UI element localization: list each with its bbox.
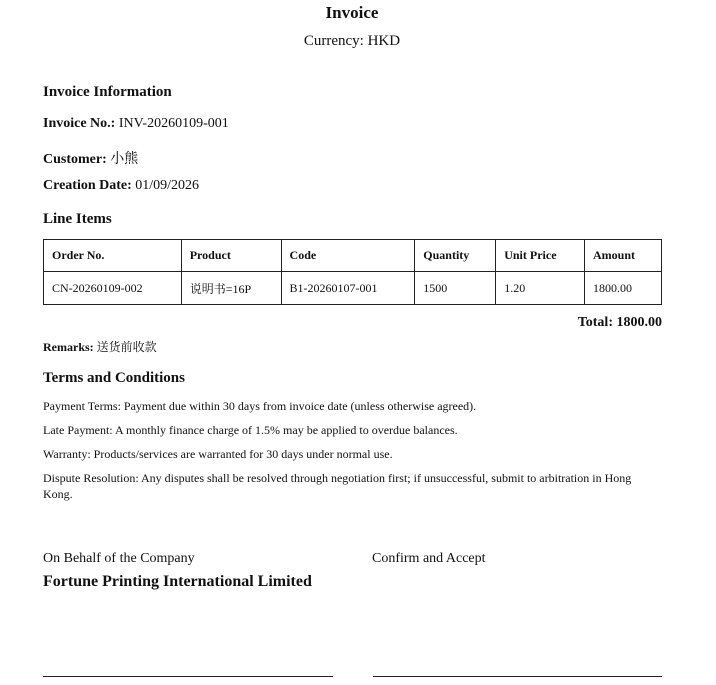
remarks-label: Remarks:	[43, 340, 94, 354]
term-late-payment: Late Payment: A monthly finance charge of 1.5% may be applied to overdue balances.	[43, 423, 458, 437]
creation-date-line	[43, 178, 199, 194]
cell-unit-price: 1.20	[496, 272, 585, 305]
line-items-table	[43, 239, 662, 305]
invoice-number-label: Invoice No.:	[43, 116, 116, 131]
customer-label: Customer:	[43, 152, 107, 167]
customer-value: 小熊	[110, 152, 139, 167]
column-header-product: Product	[181, 240, 281, 272]
table-row	[44, 272, 662, 305]
terms-heading: Terms and Conditions	[43, 370, 185, 386]
term-warranty: Warranty: Products/services are warranted for 30 days under normal use.	[43, 447, 393, 461]
column-header-quantity: Quantity	[415, 240, 496, 272]
cell-amount: 1800.00	[585, 272, 662, 305]
column-header-unit-price: Unit Price	[496, 240, 585, 272]
remarks-value: 送货前收款	[96, 340, 157, 354]
customer-line	[43, 148, 138, 168]
cell-order-no: CN-20260109-002	[44, 272, 182, 305]
invoice-total: Total: 1800.00	[577, 315, 662, 330]
table-header-row	[44, 240, 662, 272]
column-header-code: Code	[281, 240, 415, 272]
creation-date-value: 01/09/2026	[135, 178, 200, 193]
cell-product: 说明书=16P	[181, 272, 281, 305]
customer-signature-label: Confirm and Accept	[372, 551, 486, 566]
term-dispute-resolution: Dispute Resolution: Any disputes shall be resolved through negotiation first; if unsuccessful, submit to arbitration in Hong Kong.	[43, 471, 632, 501]
company-signature-line	[43, 676, 333, 677]
cell-code: B1-20260107-001	[281, 272, 415, 305]
column-header-amount: Amount	[585, 240, 662, 272]
column-header-order-no: Order No.	[44, 240, 182, 272]
term-payment: Payment Terms: Payment due within 30 days from invoice date (unless otherwise agreed).	[43, 399, 477, 413]
cell-quantity: 1500	[415, 272, 496, 305]
currency-line: Currency: HKD	[303, 33, 401, 49]
company-signature-label: On Behalf of the Company	[43, 551, 195, 566]
invoice-info-heading: Invoice Information	[43, 84, 172, 100]
invoice-number-value: INV-20260109-001	[118, 116, 229, 131]
remarks-line	[43, 338, 157, 355]
creation-date-label: Creation Date:	[43, 178, 132, 193]
line-items-heading: Line Items	[43, 211, 112, 227]
company-name: Fortune Printing International Limited	[43, 573, 312, 590]
invoice-number-line	[43, 116, 229, 132]
customer-signature-line	[373, 676, 662, 677]
invoice-title: Invoice	[325, 3, 379, 22]
